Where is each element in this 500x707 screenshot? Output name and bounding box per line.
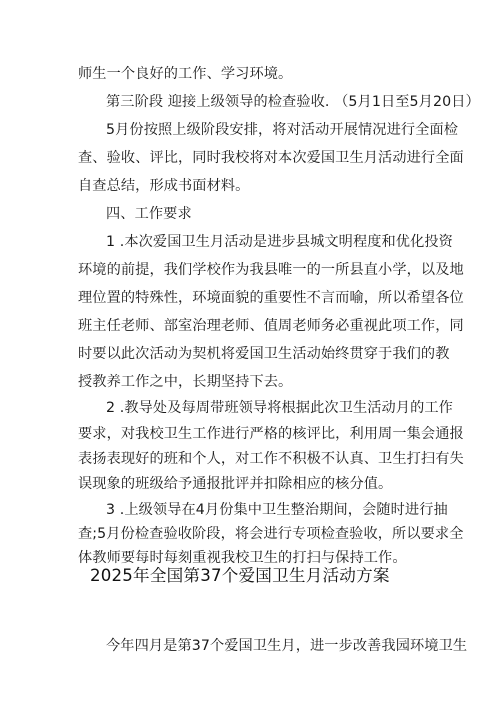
document-title: 2025年全国第37个爱国卫生月活动方案 — [90, 566, 390, 585]
text-line: 5月份按照上级阶段安排，将对活动开展情况进行全面检 — [106, 122, 459, 138]
text-line: 误现象的班级给予通报批评并扣除相应的核分值。 — [78, 476, 393, 492]
text-line: 查、验收、评比，同时我校将对本次爱国卫生月活动进行全面 — [78, 150, 464, 166]
intro-line: 今年四月是第37个爱国卫生月，进一步改善我园环境卫生 — [106, 638, 468, 654]
text-line: 班主任老师、部室治理老师、值周老师务必重视此项工作，同 — [78, 318, 464, 334]
text-line: 2 .教导处及每周带班领导将根据此次卫生活动月的工作 — [106, 400, 453, 416]
text-line: 3 .上级领导在4月份集中卫生整治期间，会随时进行抽 — [106, 502, 448, 518]
section-heading: 四、工作要求 — [106, 206, 192, 222]
text-line: 理位置的特殊性，环境面貌的重要性不言而喻，所以希望各位 — [78, 290, 464, 306]
text-line: 时要以此次活动为契机将爱国卫生活动始终贯穿于我们的教 — [78, 346, 450, 362]
text-line: 查;5月份检查验收阶段，将会进行专项检查验收，所以要求全 — [78, 526, 464, 542]
text-line: 环境的前提，我们学校作为我县唯一的一所县直小学，以及地 — [78, 262, 464, 278]
text-line: 表扬表现好的班和个人，对工作不积极不认真、卫生打扫有失 — [78, 451, 464, 467]
text-line: 授教养工作之中，长期坚持下去。 — [78, 374, 293, 390]
text-line: 师生一个良好的工作、学习环境。 — [78, 66, 293, 82]
text-line: 1 .本次爱国卫生月活动是进步县城文明程度和优化投资 — [106, 234, 453, 250]
text-line: 自查总结，形成书面材料。 — [78, 178, 250, 194]
text-line: 体教师要每时每刻重视我校卫生的打扫与保持工作。 — [78, 550, 407, 566]
text-line: 要求，对我校卫生工作进行严格的核评比，利用周一集会通报 — [78, 426, 464, 442]
text-line: 第三阶段 迎接上级领导的检查验收. （5月1日至5月20日） — [106, 94, 480, 110]
